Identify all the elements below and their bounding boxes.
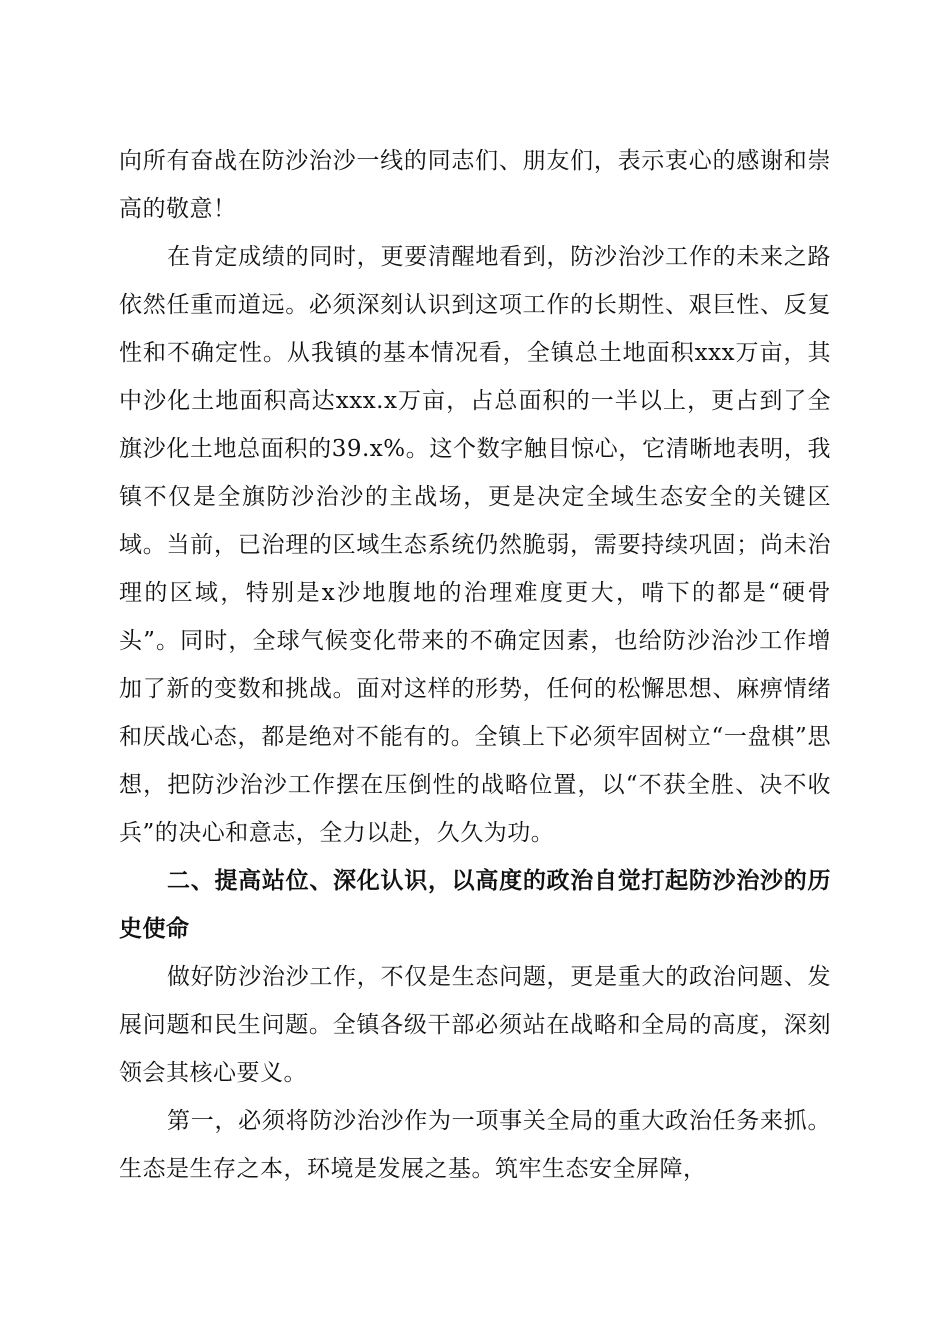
paragraph-first-point: 第一，必须将防沙治沙作为一项事关全局的重大政治任务来抓。生态是生存之本，环境是发展之基。筑牢生态安全屏障，	[119, 1108, 831, 1182]
paragraph-closing-thanks: 向所有奋战在防沙治沙一线的同志们、朋友们，表示衷心的感谢和崇高的敬意！	[119, 148, 831, 222]
paragraph-significance: 做好防沙治沙工作，不仅是生态问题，更是重大的政治问题、发展问题和民生问题。全镇各级干部必须站在战略和全局的高度，深刻领会其核心要义。	[119, 964, 831, 1086]
document-page	[119, 137, 831, 1193]
section-heading-two: 二、提高站位、深化认识，以高度的政治自觉打起防沙治沙的历史使命	[119, 868, 831, 942]
paragraph-challenges: 在肯定成绩的同时，更要清醒地看到，防沙治沙工作的未来之路依然任重而道远。必须深刻认识到这项工作的长期性、艰巨性、反复性和不确定性。从我镇的基本情况看，全镇总土地面积xxx万亩，其中沙化土地面积高达xxx.x万亩，占总面积的一半以上，更占到了全旗沙化土地总面积的39.x%。这个数字触目惊心，它清晰地表明，我镇不仅是全旗防沙治沙的主战场，更是决定全域生态安全的关键区域。当前，已治理的区域生态系统仍然脆弱，需要持续巩固；尚未治理的区域，特别是x沙地腹地的治理难度更大，啃下的都是“硬骨头”。同时，全球气候变化带来的不确定因素，也给防沙治沙工作增加了新的变数和挑战。面对这样的形势，任何的松懈思想、麻痹情绪和厌战心态，都是绝对不能有的。全镇上下必须牢固树立“一盘棋”思想，把防沙治沙工作摆在压倒性的战略位置，以“不获全胜、决不收兵”的决心和意志，全力以赴，久久为功。	[119, 244, 831, 846]
